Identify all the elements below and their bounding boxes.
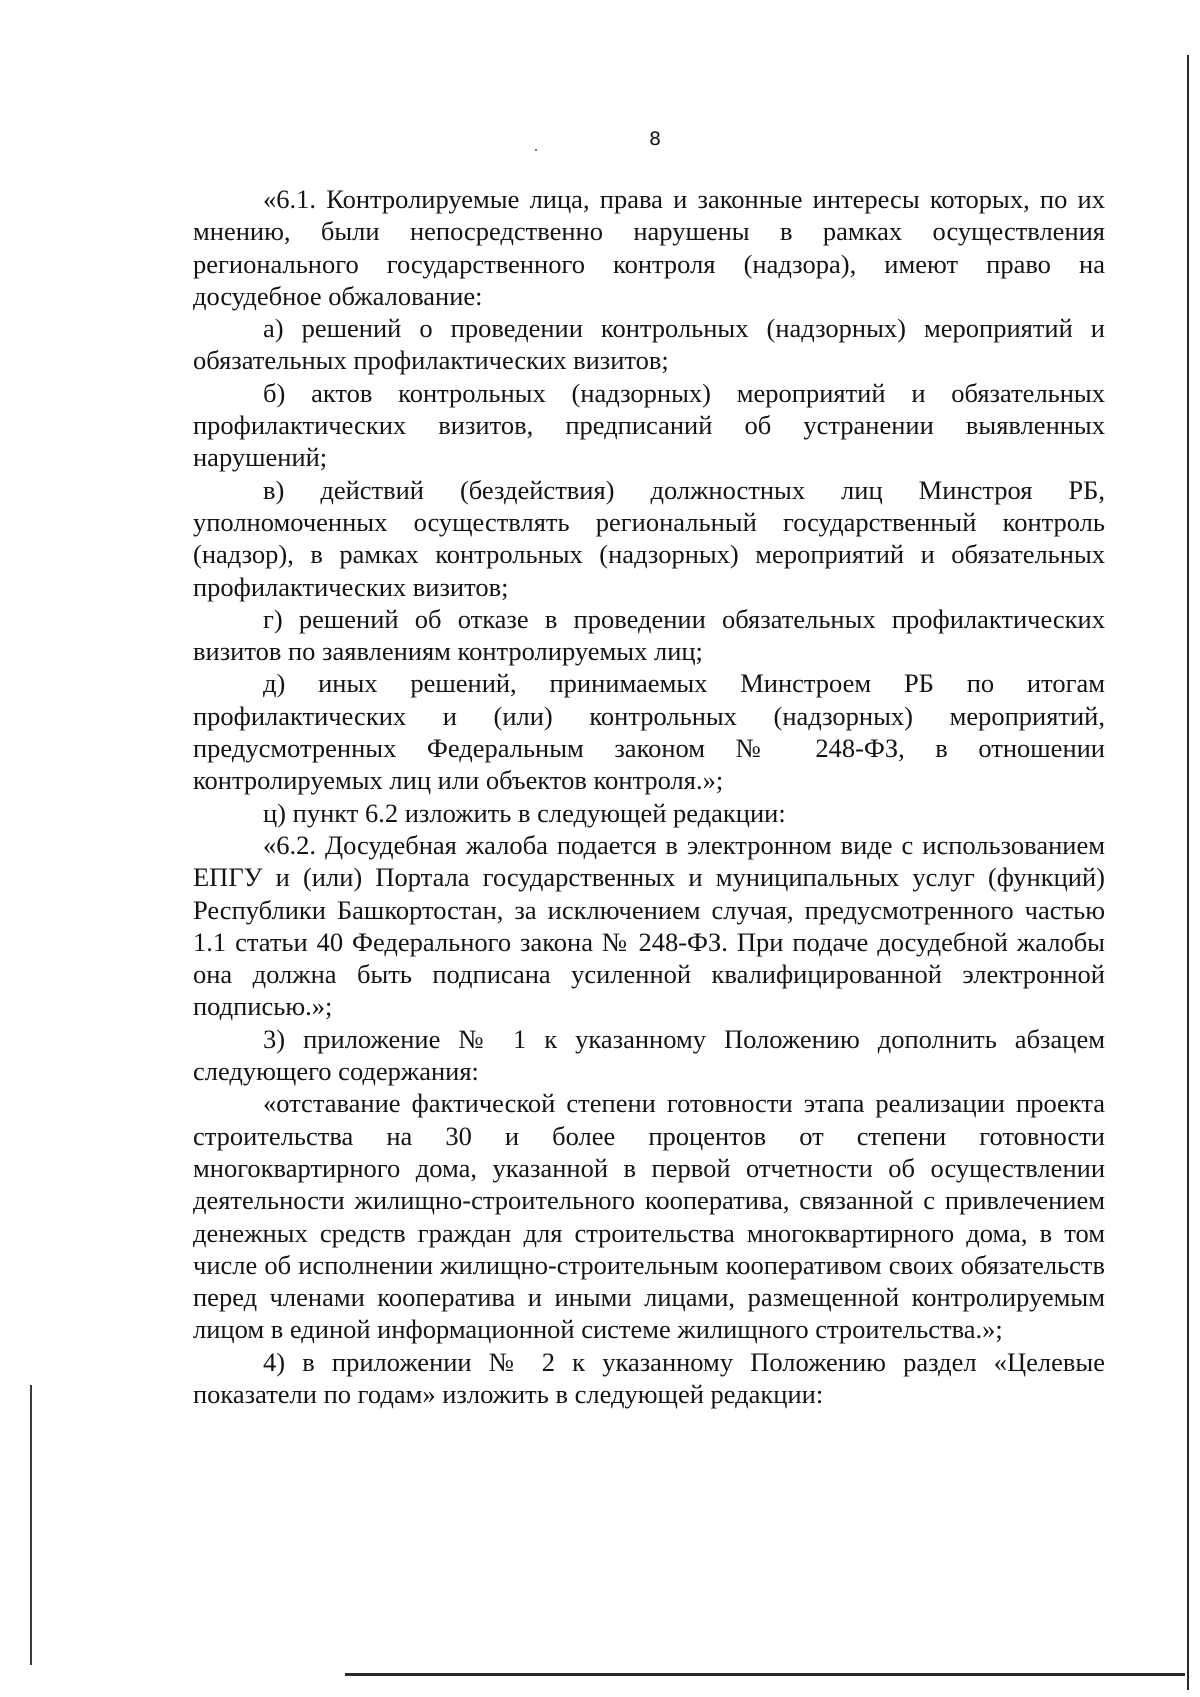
paragraph-item-3: 3) приложение № 1 к указанному Положению дополнить абзацем следующего содержания: xyxy=(193,1023,1105,1087)
paragraph-6-1-intro: «6.1. Контролируемые лица, права и законные интересы которых, по их мнению, были непосредственно нарушены в рамках осуществления регионального государственного контроля (надзора), имеют право на досудебное обжалование: xyxy=(193,184,1105,311)
paragraph-quoted-addition: «отставание фактической степени готовности этапа реализации проекта строительства на 30 и более процентов от степени готовности многоквартирного дома, указанной в первой отчетности об осуществлении деятельности жилищно-строительного кооператива, связанной с привлечением денежных средств граждан для строительства многоквартирного дома, в том числе об исполнении жилищно-строительным кооперативом своих обязательств перед членами кооператива и иными лицами, размещенной контролируемым лицом в единой информационной системе жилищного строительства.»; xyxy=(193,1088,1105,1345)
scan-edge-bottom xyxy=(345,1673,1185,1676)
paragraph-item-a: а) решений о проведении контрольных (надзорных) мероприятий и обязательных профилактических визитов; xyxy=(193,313,1105,376)
paragraph-item-ts: ц) пункт 6.2 изложить в следующей редакции: xyxy=(263,797,786,828)
scan-edge-right xyxy=(1187,55,1189,1690)
paragraph-item-4: 4) в приложении № 2 к указанному Положению раздел «Целевые показатели по годам» изложить в следующей редакции: xyxy=(193,1346,1105,1409)
paragraph-6-2: «6.2. Досудебная жалоба подается в электронном виде с использованием ЕПГУ и (или) Портала государственных и муниципальных услуг (функций) Республики Башкортостан, за исключением случая, предусмотренного частью 1.1 статьи 40 Федерального закона № 248-ФЗ. При подаче досудебной жалобы она должна быть подписана усиленной квалифицированной электронной подписью.»; xyxy=(193,829,1105,1022)
paragraph-item-g: г) решений об отказе в проведении обязательных профилактических визитов по заявлениям контролируемых лиц; xyxy=(193,603,1105,667)
paragraph-item-v: в) действий (бездействия) должностных лиц Минстроя РБ, уполномоченных осуществлять региональный государственный контроль (надзор), в рамках контрольных (надзорных) мероприятий и обязательных профилактических визитов; xyxy=(193,474,1105,602)
paragraph-item-d: д) иных решений, принимаемых Минстроем РБ по итогам профилактических и (или) контрольных (надзорных) мероприятий, предусмотренных Федеральным законом № 248-ФЗ, в отношении контролируемых лиц или объектов контроля.»; xyxy=(193,668,1105,796)
scan-edge-left xyxy=(30,1385,32,1665)
document-body xyxy=(193,183,1105,1410)
paragraph-item-b: б) актов контрольных (надзорных) мероприятий и обязательных профилактических визитов, предписаний об устранении выявленных нарушений; xyxy=(193,377,1105,473)
page-number: 8 xyxy=(648,128,662,150)
